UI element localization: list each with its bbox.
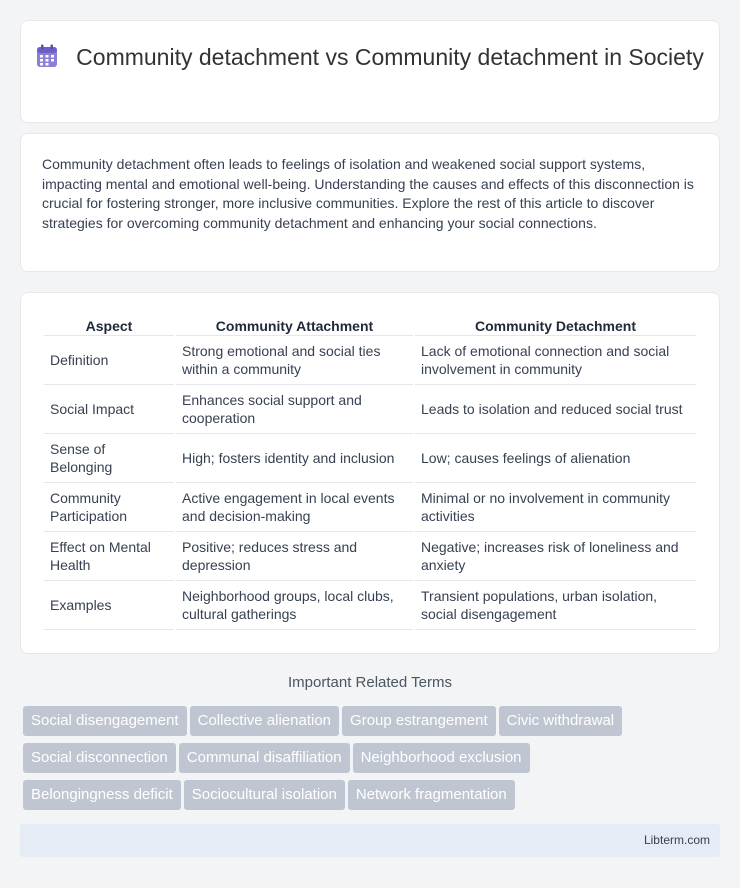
table-row — [44, 336, 696, 385]
table-cell: Sense of Belonging — [44, 434, 174, 483]
tag-sociocultural-isolation[interactable]: Sociocultural isolation — [184, 780, 345, 810]
tag-communal-disaffiliation[interactable]: Communal disaffiliation — [179, 743, 350, 773]
table-cell: Neighborhood groups, local clubs, cultural gatherings — [176, 581, 413, 630]
comparison-table — [42, 315, 698, 630]
table-row — [44, 434, 696, 483]
tag-social-disengagement[interactable]: Social disengagement — [23, 706, 187, 736]
column-header-attachment: Community Attachment — [176, 315, 413, 336]
tag-row — [23, 780, 723, 817]
table-row — [44, 385, 696, 434]
tag-neighborhood-exclusion[interactable]: Neighborhood exclusion — [353, 743, 530, 773]
tag-social-disconnection[interactable]: Social disconnection — [23, 743, 176, 773]
tag-group-estrangement[interactable]: Group estrangement — [342, 706, 496, 736]
table-cell: Low; causes feelings of alienation — [415, 434, 696, 483]
comparison-table-card — [20, 292, 720, 654]
tag-belongingness-deficit[interactable]: Belongingness deficit — [23, 780, 181, 810]
table-row — [44, 532, 696, 581]
footer-site-link[interactable]: Libterm.com — [643, 833, 710, 847]
tag-network-fragmentation[interactable]: Network fragmentation — [348, 780, 515, 810]
table-cell: Enhances social support and cooperation — [176, 385, 413, 434]
column-header-detachment: Community Detachment — [415, 315, 696, 336]
table-cell: Examples — [44, 581, 174, 630]
table-cell: Lack of emotional connection and social involvement in community — [415, 336, 696, 385]
page-title: Community detachment vs Community detachment in Society — [76, 44, 704, 70]
related-terms-list — [23, 706, 723, 817]
table-cell: High; fosters identity and inclusion — [176, 434, 413, 483]
table-cell: Negative; increases risk of loneliness and anxiety — [415, 532, 696, 581]
table-cell: Effect on Mental Health — [44, 532, 174, 581]
table-cell: Definition — [44, 336, 174, 385]
table-cell: Positive; reduces stress and depression — [176, 532, 413, 581]
related-terms-title: Important Related Terms — [288, 674, 452, 691]
table-header-row — [44, 315, 696, 336]
table-cell: Transient populations, urban isolation, social disengagement — [415, 581, 696, 630]
intro-paragraph: Community detachment often leads to feelings of isolation and weakened social support systems, impacting mental and emotional well-being. Understanding the causes and effects of this disconnection is crucial for fostering stronger, more inclusive communities. Explore the rest of this article to discover strategies for overcoming community detachment and enhancing your social connections. — [42, 156, 694, 231]
header-card — [20, 20, 720, 123]
table-row — [44, 581, 696, 630]
table-row — [44, 483, 696, 532]
tag-row — [23, 706, 723, 743]
footer-bar — [20, 824, 720, 857]
tag-row — [23, 743, 723, 780]
column-header-aspect: Aspect — [44, 315, 174, 336]
calendar-icon — [36, 44, 58, 68]
table-cell: Strong emotional and social ties within a community — [176, 336, 413, 385]
tag-civic-withdrawal[interactable]: Civic withdrawal — [499, 706, 623, 736]
tag-collective-alienation[interactable]: Collective alienation — [190, 706, 339, 736]
page-title-wrap — [21, 43, 719, 72]
table-cell: Community Participation — [44, 483, 174, 532]
table-cell: Leads to isolation and reduced social trust — [415, 385, 696, 434]
table-cell: Active engagement in local events and decision-making — [176, 483, 413, 532]
table-cell: Social Impact — [44, 385, 174, 434]
table-cell: Minimal or no involvement in community activities — [415, 483, 696, 532]
intro-card — [20, 133, 720, 272]
